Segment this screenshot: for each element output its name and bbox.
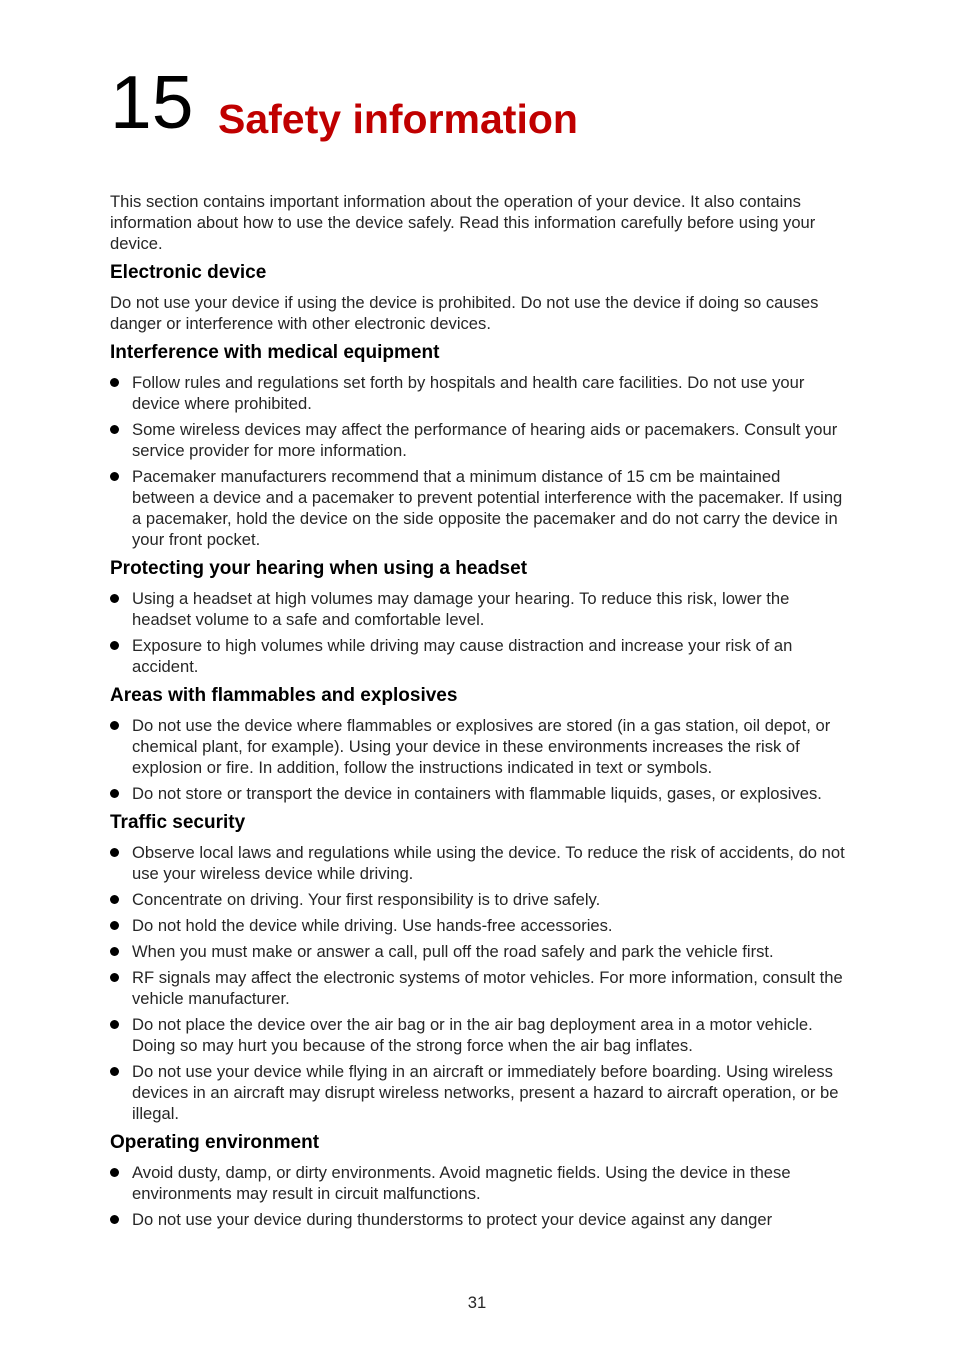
list-item-text: When you must make or answer a call, pull off the road safely and park the vehicle first.	[132, 942, 774, 961]
list-item	[110, 783, 846, 804]
bullet-list	[110, 842, 846, 1124]
list-item-text: Observe local laws and regulations while using the device. To reduce the risk of accidents, do not use your wireless device while driving.	[132, 843, 845, 883]
bullet-list	[110, 715, 846, 804]
bullet-icon	[110, 1020, 119, 1029]
bullet-list	[110, 1162, 846, 1230]
section-heading: Interference with medical equipment	[110, 342, 440, 363]
list-item	[110, 715, 846, 778]
section-heading: Traffic security	[110, 812, 246, 833]
intro-paragraph: This section contains important information about the operation of your device. It also contains information about how to use the device safely. Read this information carefully before using your device.	[110, 192, 816, 253]
content-body	[110, 191, 846, 1238]
bullet-icon	[110, 1067, 119, 1076]
section-paragraph: Do not use your device if using the device is prohibited. Do not use the device if doing so causes danger or interference with other electronic devices.	[110, 293, 819, 333]
list-item	[110, 588, 846, 630]
section-heading: Areas with flammables and explosives	[110, 685, 458, 706]
bullet-icon	[110, 1215, 119, 1224]
list-item-text: Some wireless devices may affect the performance of hearing aids or pacemakers. Consult your service provider for more information.	[132, 420, 838, 460]
list-item-text: Exposure to high volumes while driving may cause distraction and increase your risk of an accident.	[132, 636, 793, 676]
list-item	[110, 842, 846, 884]
bullet-icon	[110, 973, 119, 982]
list-item	[110, 915, 846, 936]
section-heading: Protecting your hearing when using a headset	[110, 558, 528, 579]
bullet-icon	[110, 921, 119, 930]
section-heading: Operating environment	[110, 1132, 320, 1153]
list-item	[110, 1061, 846, 1124]
bullet-list	[110, 588, 846, 677]
list-item	[110, 1014, 846, 1056]
section-operating-environment	[110, 1132, 846, 1230]
list-item	[110, 967, 846, 1009]
bullet-icon	[110, 848, 119, 857]
list-item-text: Pacemaker manufacturers recommend that a minimum distance of 15 cm be maintained between a device and a pacemaker to prevent potential interference with the pacemaker. If using a pacemaker, hold the device on the side opposite the pacemaker and do not carry the device in your front pocket.	[132, 467, 843, 549]
list-item	[110, 372, 846, 414]
bullet-list	[110, 372, 846, 550]
list-item	[110, 1209, 846, 1230]
list-item	[110, 941, 846, 962]
bullet-icon	[110, 472, 119, 481]
section-traffic	[110, 812, 846, 1124]
section-electronic-device	[110, 262, 846, 334]
bullet-icon	[110, 641, 119, 650]
list-item	[110, 466, 846, 550]
list-item-text: Concentrate on driving. Your first responsibility is to drive safely.	[132, 890, 601, 909]
list-item	[110, 1162, 846, 1204]
list-item	[110, 635, 846, 677]
list-item-text: Do not use the device where flammables or explosives are stored (in a gas station, oil depot, or chemical plant, for example). Using your device in these environments increases the risk of explosion or fire. In addition, follow the instructions indicated in text or symbols.	[132, 716, 831, 777]
list-item-text: Do not use your device during thunderstorms to protect your device against any danger	[132, 1210, 773, 1229]
section-medical-equipment	[110, 342, 846, 550]
bullet-icon	[110, 425, 119, 434]
list-item-text: Follow rules and regulations set forth by hospitals and health care facilities. Do not use your device where prohibited.	[132, 373, 805, 413]
chapter-number: 15	[110, 60, 194, 144]
chapter-title: Safety information	[218, 96, 578, 142]
bullet-icon	[110, 789, 119, 798]
page-number: 31	[467, 1293, 487, 1312]
list-item-text: Do not place the device over the air bag or in the air bag deployment area in a motor vehicle. Doing so may hurt you because of the strong force when the air bag inflates.	[132, 1015, 813, 1055]
bullet-icon	[110, 594, 119, 603]
bullet-icon	[110, 721, 119, 730]
list-item-text: Do not use your device while flying in an aircraft or immediately before boarding. Using wireless devices in an aircraft may disrupt wireless networks, present a hazard to aircraft operation, or be illegal.	[132, 1062, 839, 1123]
list-item-text: RF signals may affect the electronic systems of motor vehicles. For more information, consult the vehicle manufacturer.	[132, 968, 843, 1008]
section-flammables	[110, 685, 846, 804]
bullet-icon	[110, 378, 119, 387]
list-item-text: Do not hold the device while driving. Use hands-free accessories.	[132, 916, 613, 935]
list-item-text: Do not store or transport the device in containers with flammable liquids, gases, or explosives.	[132, 784, 822, 803]
list-item-text: Avoid dusty, damp, or dirty environments. Avoid magnetic fields. Using the device in these environments may result in circuit malfunctions.	[132, 1163, 791, 1203]
list-item-text: Using a headset at high volumes may damage your hearing. To reduce this risk, lower the headset volume to a safe and comfortable level.	[132, 589, 790, 629]
bullet-icon	[110, 1168, 119, 1177]
list-item	[110, 419, 846, 461]
list-item	[110, 889, 846, 910]
bullet-icon	[110, 947, 119, 956]
bullet-icon	[110, 895, 119, 904]
section-heading: Electronic device	[110, 262, 267, 283]
section-hearing	[110, 558, 846, 677]
